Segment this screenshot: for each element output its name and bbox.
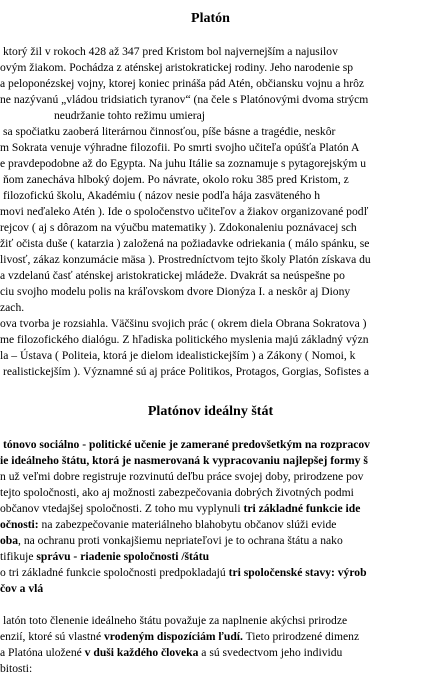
text-line: ne nazývanú „vládou tridsiatich tyranov“ (na čele s Platónovými dvoma strýcm [0,93,369,106]
text-run: a sú svedectvom jeho individu [198,646,343,659]
text-line [0,453,368,468]
text-line: a vzdelanú časť aténskej aristokratickej mládeže. Dvakrát sa neúspešne po [0,269,345,282]
text-line: a peloponézskej vojny, ktorej koniec prináša pád Atén, občiansku vojnu a hrôz [0,77,365,90]
text-run: latón toto členenie ideálneho štátu považuje za naplnenie akýchsi prirodze [3,614,348,627]
bold-run: v duši každého človeka [84,646,199,659]
bold-run: vrodeným dispozíciám ľudí. [104,630,243,643]
text-line: sa spočiatku zaoberá literárnou činnosťou, píše básne a tragédie, neskôr [3,125,336,138]
bold-run: oba [0,534,19,547]
section-title-idealny-stat: Platónov ideálny štát [147,404,274,419]
text-run: občanov vtedajšej spoločnosti. Z toho mu vyplynuli [0,502,244,515]
text-line: ňom zanecháva hlboký dojem. Po návrate, okolo roku 385 pred Kristom, z [3,173,349,186]
text-run: tifikuje [0,550,37,563]
text-line: zach. [0,301,25,314]
text-line [0,629,359,644]
text-line [3,613,347,628]
text-line [0,645,342,660]
text-run: tejto spoločnosti, ako aj možnosti zabezpečovania dobrých životných podmi [0,486,354,499]
text-line [0,661,32,676]
text-run: n už veľmi dobre registruje rozvinutú deľbu práce svojej doby, prirodzene pov [0,470,364,483]
text-line: rejcov ( aj s dôrazom na výučbu matematiky ). Zdokonaleniu poznávacej sch [0,221,357,234]
text-line [0,485,354,500]
text-line: ktorý žil v rokoch 428 až 347 pred Kristom bol najvernejším a najusilov [3,45,338,58]
text-line: m Sokrata venuje výhradne filozofii. Po smrti svojho učiteľa opúšťa Platón A [0,141,360,154]
text-run: bitosti: [0,662,33,675]
text-line [0,533,343,548]
text-line [3,437,370,452]
text-line: ova tvorba je rozsiahla. Väčšinu svojich prác ( okrem diela Obrana Sokratova ) [0,317,367,330]
text-line: me filozofického dialógu. Z hľadiska politického myslenia majú základný význ [0,333,369,346]
text-run: enzií, ktoré sú vlastné [0,630,104,643]
bold-run: tri základné funkcie ide [243,502,361,515]
bold-run: správu - riadenie spoločnosti /štátu [36,550,210,563]
text-line: e pravdepodobne až do Egypta. Na juhu Itálie sa zoznamuje s pytagorejským u [0,157,367,170]
text-line: neudržanie tohto režimu umieraj [54,109,205,122]
text-line: livosť, zákaz konzumácie mäsa ). Prostredníctvom tejto školy Platón získava du [0,253,371,266]
text-line [0,581,43,596]
section-title-platon: Platón [191,11,230,26]
text-line: ovým žiakom. Pochádza z aténskej aristokratickej rodiny. Jeho narodenie sp [0,61,354,74]
text-run: na zabezpečovanie materiálneho blahobytu občanov slúži evide [38,518,337,531]
bold-run: ie ideálneho štátu, ktorá je nasmerovaná k vypracovaniu najlepšej formy š [0,454,368,467]
text-line [0,517,336,532]
text-line: ciu svojho modelu polis na kráľovskom dvore Dionýza I. a neskôr aj Diony [0,285,351,298]
text-line: movi neďaleko Atén ). Ide o spoločenstvo učiteľov a žiakov organizované podľ [0,205,369,218]
text-line [0,469,363,484]
text-line: la – Ústava ( Politeia, ktorá je dielom idealistickejším ) a Zákony ( Nomoi, k [0,349,356,362]
text-line: realistickejším ). Významné sú aj práce Politikos, Protagos, Gorgias, Sofistes a [3,365,370,378]
text-run: Tieto prirodzené dimenz [242,630,360,643]
text-line: filozofickú školu, Akadémiu ( názov nesie podľa hája zasväteného h [3,189,320,202]
text-line [0,565,367,580]
text-run: a Platóna uložené [0,646,85,659]
bold-run: tri spoločenské stavy: výrob [228,566,367,579]
text-line [0,549,209,564]
bold-run: tónovo sociálno - politické učenie je zamerané predovšetkým na rozpracov [3,438,370,451]
text-run: o tri základné funkcie spoločnosti predpokladajú [0,566,229,579]
bold-run: očnosti: [0,518,39,531]
text-line [0,501,360,516]
text-run: , na ochranu proti vonkajšiemu nepriateľovi je to ochrana štátu a nako [18,534,343,547]
text-line: žiť očista duše ( katarzia ) založená na požiadavke odriekania ( málo spánku, se [0,237,370,250]
bold-run: čov a vlá [0,582,44,595]
